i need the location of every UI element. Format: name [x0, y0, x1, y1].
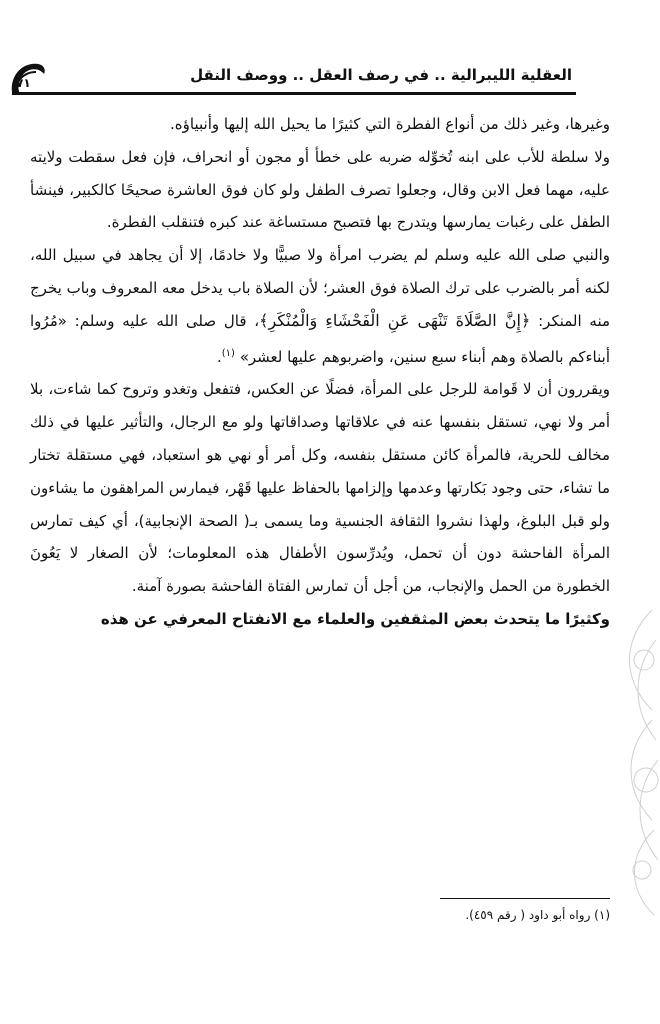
quran-verse: ﴿إِنَّ الصَّلَاةَ تَنْهَى عَنِ الْفَحْشَاءِ وَالْمُنْكَرِ﴾: [259, 310, 531, 330]
page-number: ٧١: [16, 76, 31, 90]
paragraph-3-text: والنبي صلى الله عليه وسلم لم يضرب امرأة ولا صبيًّا ولا خادمًا، إلا أن يجاهد في سبيل الله، لكنه أمر بالضرب على ترك الصلاة فوق العشر؛ لأن الصلاة باب يدخل معه المعروف وباب يخرج منه المنكر:: [30, 246, 611, 330]
footnote: (١) رواه أبو داود ( رقم ٤٥٩).: [465, 908, 610, 922]
paragraph-5: وكثيرًا ما يتحدث بعض المثقفين والعلماء مع الانفتاح المعرفي عن هذه: [100, 609, 610, 628]
page-header: [6, 56, 616, 100]
page-edge-swirl-icon: [612, 600, 660, 920]
page-number-badge: [8, 56, 46, 94]
hadith-text: «مُرُوا أبناءكم بالصلاة وهم أبناء سبع سنين، واضربوهم عليها لعشر»: [30, 311, 610, 366]
paragraph-3: والنبي صلى الله عليه وسلم لم يضرب امرأة ولا صبيًّا ولا خادمًا، إلا أن يجاهد في سبيل الله، لكنه أمر بالضرب على ترك الصلاة فوق العشر؛ لأن الصلاة باب يدخل معه المعروف وباب يخرج منه المنكر: ﴿إِنَّ الصَّلَاةَ تَنْهَى عَنِ الْفَحْشَاءِ وَالْمُنْكَرِ﴾، قال صلى الله عليه وسلم: «مُرُوا أبناءكم بالصلاة وهم أبناء سبع سنين، واضربوهم عليها لعشر» $^{(١)}$.: [30, 246, 611, 366]
paragraph-2: ولا سلطة للأب على ابنه تُخوِّله ضربه على خطأ أو مجون أو انحراف، فإن فعل سقطت ولايته عليه، مهما فعل الابن وقال، وجعلوا تصرف الطفل ولو كان فوق العاشرة صحيحًا كالكبير، فينشأ الطفل على رغبات يمارسها ويتدرج بها فتصبح مستساغة عند كبره فتنقلب الفطرة.: [30, 147, 610, 232]
hadith-intro: ، قال صلى الله عليه وسلم:: [74, 311, 260, 330]
paragraph-4: ويقررون أن لا قَوامة للرجل على المرأة، فضلًا عن العكس، فتفعل وتغدو وتروح كما شاءت، بلا أمر ولا نهي، تستقل بنفسها عنه في علاقاتها وصداقاتها ولو مع الرجال، والتأثير عليها في ذلك مخالف للحرية، فالمرأة كائن مستقل بنفسه، وكل أمر أو نهي هو استعباد، فهي مستقلة تختار ما تشاء، حتى وجود بَكارتها وعدمها وإلزامها بالحفاظ عليها قَهْر، فيمارس المراهقون ما يشاءون ولو قبل البلوغ، ولهذا نشروا الثقافة الجنسية وما يسمى بـ( الصحة الإنجابية)، أي كيف تمارس المرأة الفاحشة دون أن تحمل، ويُدرِّسون الأطفال هذه المعلومات؛ لأن الصغار لا يَعُونَ الخطورة من الحمل والإنجاب، من أجل أن تمارس الفتاة الفاحشة بصورة آمنة.: [30, 380, 610, 596]
footnote-reference: (١): [221, 347, 235, 359]
footnote-rule: [440, 898, 610, 899]
paragraph-1: وغيرها، وغير ذلك من أنواع الفطرة التي كثيرًا ما يحيل الله إليها وأنبياؤه.: [170, 115, 610, 133]
header-rule: [12, 92, 576, 95]
main-text: [30, 108, 610, 636]
running-title: العقلية الليبرالية .. في رصف العقل .. ووصف النقل: [190, 66, 572, 84]
